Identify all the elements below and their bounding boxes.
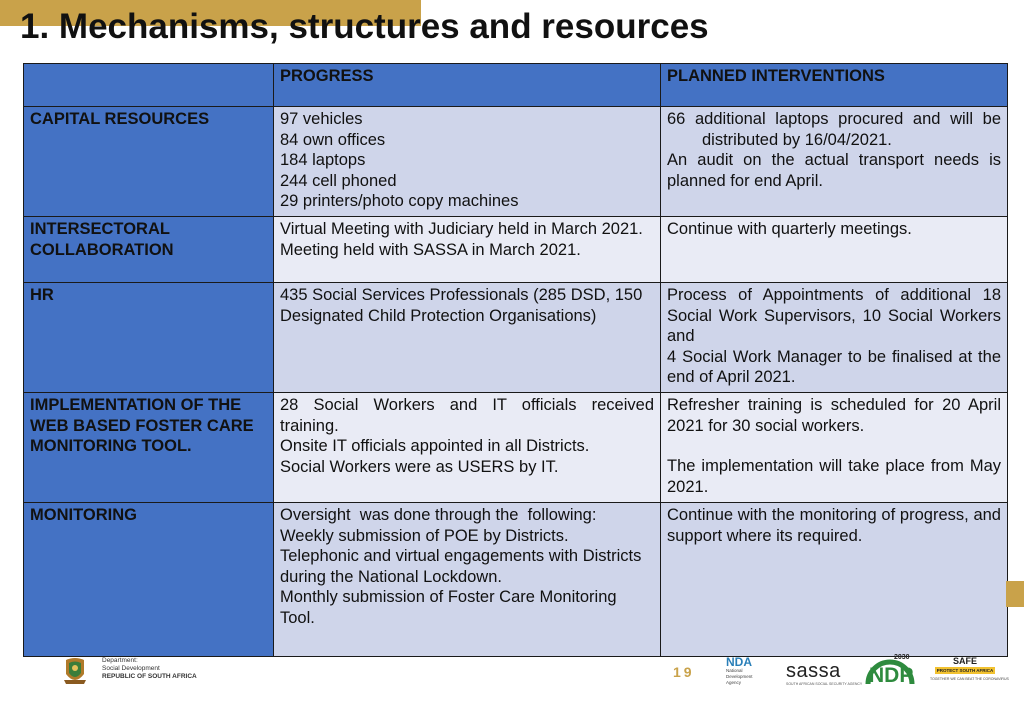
table-row-hr bbox=[24, 283, 1008, 393]
sassa-title: sassa bbox=[786, 660, 841, 682]
progress-item: Virtual Meeting with Judiciary held in March 2021. bbox=[280, 220, 643, 238]
planned-item: An audit on the actual transport needs is planned for end April. bbox=[667, 151, 1001, 190]
row-label: IMPLEMENTATION OF THE WEB BASED FOSTER CARE MONITORING TOOL. bbox=[24, 393, 274, 503]
side-accent-tab bbox=[1006, 581, 1024, 607]
progress-item: Social Workers were as USERS by IT. bbox=[280, 457, 559, 476]
header-progress: PROGRESS bbox=[274, 64, 661, 107]
table-row-intersectoral bbox=[24, 217, 1008, 283]
progress-cell bbox=[274, 217, 661, 283]
safe-title: SAFE bbox=[952, 656, 977, 666]
planned-item: The implementation will take place from May 2021. bbox=[667, 457, 1001, 496]
nda-sub1: National bbox=[726, 668, 743, 673]
safe-logo bbox=[930, 656, 1009, 688]
nda-logo bbox=[726, 656, 766, 692]
progress-item: 244 cell phoned bbox=[280, 171, 397, 190]
row-label: MONITORING bbox=[24, 503, 274, 657]
progress-item: 29 printers/photo copy machines bbox=[280, 192, 519, 210]
progress-item: Telephonic and virtual engagements with Districts during the National Lockdown. bbox=[280, 547, 642, 586]
progress-cell bbox=[274, 283, 661, 393]
planned-cell bbox=[661, 217, 1008, 283]
planned-item: Process of Appointments of additional 18 Social Work Supervisors, 10 Social Workers and bbox=[667, 286, 1001, 345]
coat-of-arms-icon bbox=[58, 654, 92, 688]
row-label: INTERSECTORAL COLLABORATION bbox=[24, 217, 274, 283]
planned-item: 4 Social Work Manager to be finalised at the end of April 2021. bbox=[667, 347, 1001, 386]
row-label: CAPITAL RESOURCES bbox=[24, 107, 274, 217]
progress-item: Meeting held with SASSA in March 2021. bbox=[280, 240, 581, 259]
sassa-sub: SOUTH AFRICAN SOCIAL SECURITY AGENCY bbox=[786, 682, 863, 686]
nda-title: NDA bbox=[726, 655, 752, 669]
ndp-year: 2030 bbox=[894, 654, 910, 661]
slide-title: 1. Mechanisms, structures and resources bbox=[20, 7, 709, 46]
progress-item: 84 own offices bbox=[280, 130, 386, 149]
progress-item: Weekly submission of POE by Districts. bbox=[280, 526, 569, 545]
dept-line2: Social Development bbox=[102, 665, 160, 672]
planned-cell bbox=[661, 393, 1008, 503]
planned-item: Continue with quarterly meetings. bbox=[667, 220, 912, 238]
progress-item: 97 vehicles bbox=[280, 110, 363, 128]
progress-item: Onsite IT officials appointed in all Districts. bbox=[280, 437, 590, 455]
planned-cell bbox=[661, 503, 1008, 657]
progress-cell bbox=[274, 503, 661, 657]
planned-item: Continue with the monitoring of progress, and support where its required. bbox=[667, 506, 1001, 545]
row-label: HR bbox=[24, 283, 274, 393]
progress-item: Monthly submission of Foster Care Monitoring Tool. bbox=[280, 588, 617, 627]
progress-cell bbox=[274, 107, 661, 217]
progress-item: Oversight was done through the following: bbox=[280, 506, 597, 524]
ndp-title: NDP bbox=[869, 664, 914, 687]
resources-table bbox=[23, 63, 1008, 657]
dept-line3: REPUBLIC OF SOUTH AFRICA bbox=[102, 673, 197, 680]
planned-item: Refresher training is scheduled for 20 April 2021 for 30 social workers. bbox=[667, 396, 1001, 435]
header-empty bbox=[24, 64, 274, 107]
safe-tag: TOGETHER WE CAN BEAT THE CORONAVIRUS bbox=[930, 677, 1009, 681]
table-row-capital-resources bbox=[24, 107, 1008, 217]
sassa-logo bbox=[786, 660, 863, 690]
page-number: 19 bbox=[673, 664, 695, 680]
table-row-foster-care-tool bbox=[24, 393, 1008, 503]
table-header-row bbox=[24, 64, 1008, 107]
progress-cell bbox=[274, 393, 661, 503]
dsd-logo bbox=[58, 654, 198, 688]
ndp-logo bbox=[864, 654, 916, 690]
planned-cell bbox=[661, 107, 1008, 217]
progress-item: 435 Social Services Professionals (285 DSD, 150 Designated Child Protection Organisations) bbox=[280, 286, 643, 325]
planned-item: 66 additional laptops procured and will be distributed by 16/04/2021. bbox=[667, 110, 1001, 149]
header-planned-interventions: PLANNED INTERVENTIONS bbox=[661, 64, 1008, 107]
progress-item: 184 laptops bbox=[280, 151, 366, 169]
safe-sub: PROTECT SOUTH AFRICA bbox=[936, 668, 994, 673]
dept-line1: Department: bbox=[102, 657, 138, 664]
spacer bbox=[667, 436, 1001, 456]
progress-item: 28 Social Workers and IT officials received training. bbox=[280, 396, 654, 435]
planned-cell bbox=[661, 283, 1008, 393]
nda-sub2: Development bbox=[726, 674, 753, 679]
nda-sub3: Agency bbox=[726, 680, 742, 685]
table-row-monitoring bbox=[24, 503, 1008, 657]
